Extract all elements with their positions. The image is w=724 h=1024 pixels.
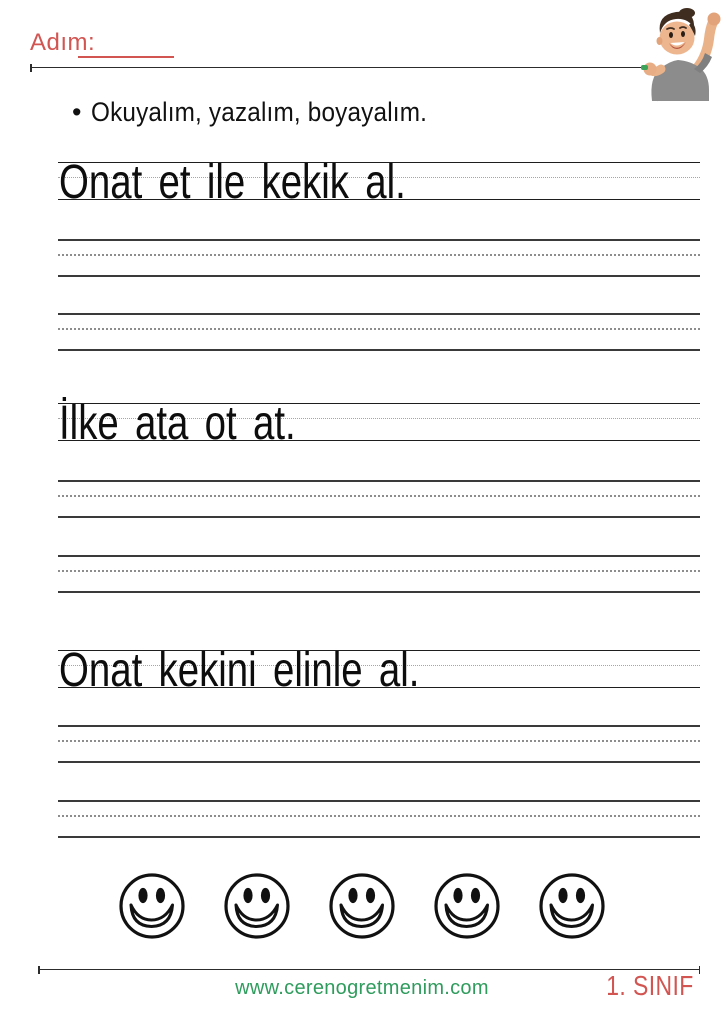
guide-top-line [58,239,700,241]
sentence-text-2: İlke ata ot at. [59,397,296,450]
guide-base-line [58,836,700,838]
divider-end-tick [699,966,701,974]
guide-mid-dotted-line [58,254,700,256]
footer-divider [38,969,700,970]
grade-label: 1. SINIF [606,970,694,1001]
name-label: Adım: [30,29,96,56]
sentence-text-3: Onat kekini elinle al. [59,644,420,697]
guide-mid-dotted-line [58,328,700,330]
guide-base-line [58,349,700,351]
guide-mid-dotted-line [58,570,700,572]
bullet-icon: • [72,97,82,127]
guide-base-line [58,761,700,763]
header-divider [30,67,651,68]
smiley-face-icon [118,872,186,940]
guide-top-line [58,725,700,727]
smiley-row [118,872,606,940]
divider-end-tick [38,966,40,974]
guide-top-line [58,480,700,482]
guide-base-line [58,275,700,277]
cheering-boy-icon [628,5,724,105]
guide-mid-dotted-line [58,815,700,817]
smiley-face-icon [223,872,291,940]
divider-end-tick [30,64,32,72]
guide-top-line [58,555,700,557]
instruction-text: Okuyalım, yazalım, boyayalım. [91,97,428,127]
guide-mid-dotted-line [58,495,700,497]
sentence-text-1: Onat et ile kekik al. [59,156,406,209]
website-text: www.cerenogretmenim.com [235,977,489,999]
smiley-face-icon [538,872,606,940]
name-blank-line [78,56,174,58]
guide-top-line [58,800,700,802]
guide-base-line [58,591,700,593]
instruction-row [72,97,465,128]
guide-base-line [58,516,700,518]
smiley-face-icon [433,872,501,940]
guide-top-line [58,313,700,315]
smiley-face-icon [328,872,396,940]
guide-mid-dotted-line [58,740,700,742]
